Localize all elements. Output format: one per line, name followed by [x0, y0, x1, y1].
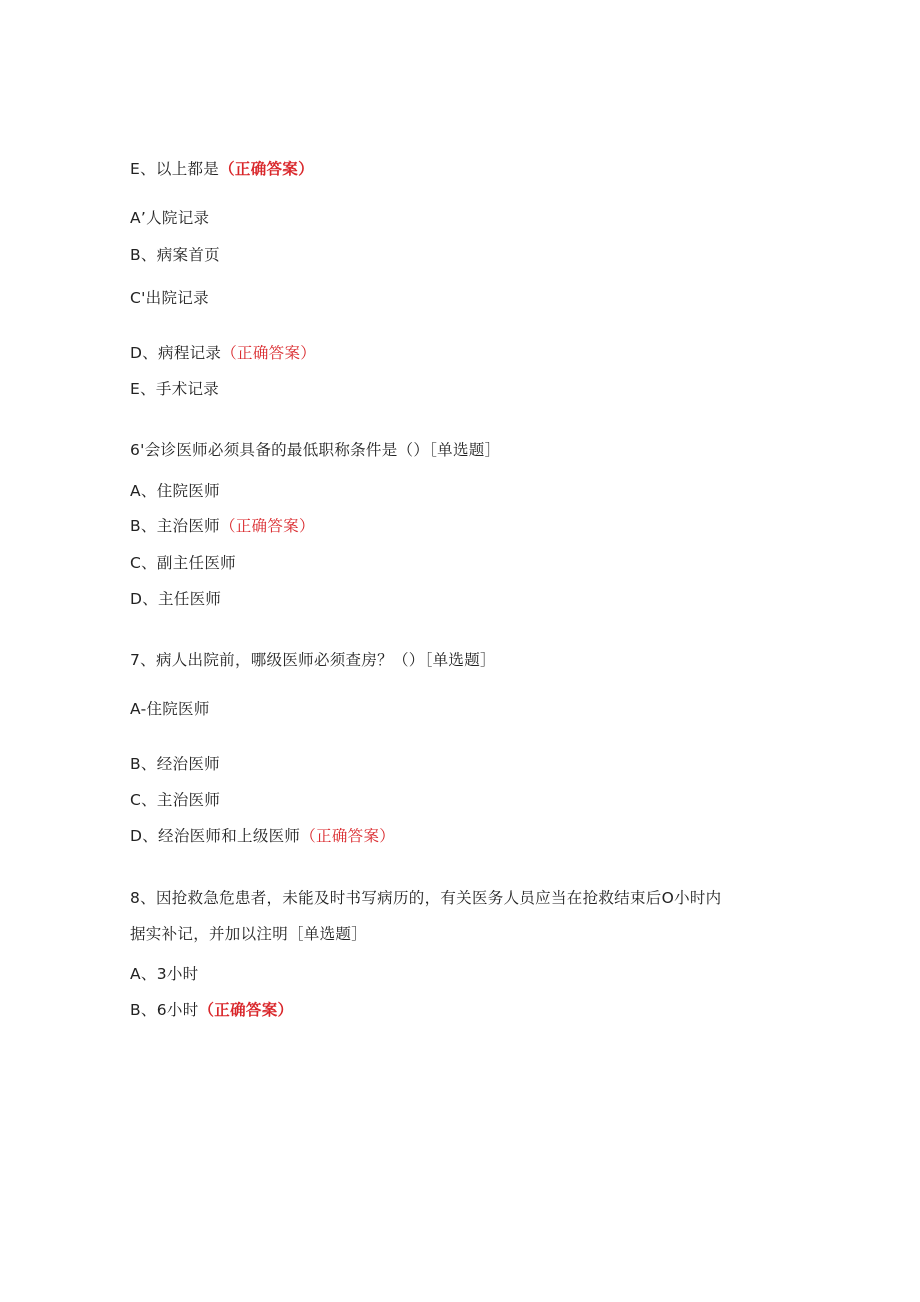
option-text: D、主任医师	[130, 590, 222, 608]
q7-question	[130, 650, 496, 670]
question-text: 6'会诊医师必须具备的最低职称条件是（）［单选题］	[130, 441, 501, 459]
option-text: B、病案首页	[130, 246, 220, 264]
q8-option-a	[130, 964, 198, 984]
q6-option-d	[130, 589, 221, 609]
option-text: B、主治医师	[130, 517, 220, 535]
option-text: B、6小时	[130, 1001, 199, 1019]
option-text: E、以上都是	[130, 160, 220, 178]
option-text: C、主治医师	[130, 791, 221, 809]
option-text: A、3小时	[130, 965, 199, 983]
q5b-option-e	[130, 379, 219, 399]
question-text: 7、病人出院前，哪级医师必须查房？（）［单选题］	[130, 651, 496, 669]
q8-option-b	[130, 1000, 293, 1020]
question-text: 8、因抢救急危患者，未能及时书写病历的，有关医务人员应当在抢救结束后O小时内	[130, 889, 722, 907]
question-text: 据实补记，并加以注明［单选题］	[130, 925, 368, 943]
q7-option-d	[130, 826, 395, 846]
q8-question-line2	[130, 924, 367, 944]
q5b-option-c	[130, 288, 209, 308]
option-text: B、经治医师	[130, 755, 220, 773]
option-text: A、住院医师	[130, 482, 220, 500]
q7-option-b	[130, 754, 220, 774]
q5-option-e	[130, 159, 314, 179]
correct-answer-marker: （正确答案）	[219, 517, 315, 535]
q6-question	[130, 440, 500, 460]
correct-answer-marker: （正确答案）	[300, 827, 396, 845]
option-text: E、手术记录	[130, 380, 220, 398]
option-text: D、经治医师和上级医师	[130, 827, 301, 845]
q6-option-b	[130, 516, 315, 536]
q7-option-c	[130, 790, 220, 810]
option-text: A’人院记录	[130, 209, 210, 227]
option-text: A-住院医师	[130, 700, 210, 718]
q5b-option-d	[130, 343, 316, 363]
q6-option-c	[130, 553, 236, 573]
q7-option-a	[130, 699, 210, 719]
option-text: C、副主任医师	[130, 554, 236, 572]
q5b-option-b	[130, 245, 220, 265]
q6-option-a	[130, 481, 220, 501]
q5b-option-a	[130, 208, 209, 228]
correct-answer-marker: （正确答案）	[198, 1001, 294, 1019]
correct-answer-marker: （正确答案）	[221, 344, 317, 362]
q8-question-line1	[130, 888, 721, 908]
option-text: D、病程记录	[130, 344, 222, 362]
correct-answer-marker: （正确答案）	[219, 160, 314, 178]
option-text: C'出院记录	[130, 289, 209, 307]
